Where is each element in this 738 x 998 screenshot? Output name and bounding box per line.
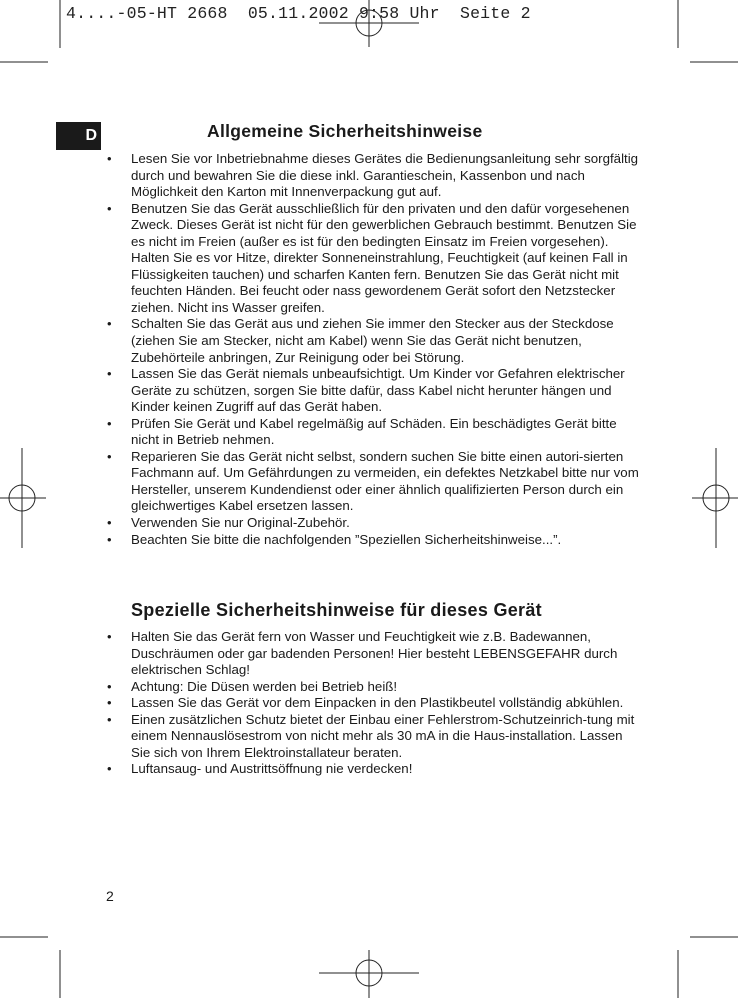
bullet-list-special	[107, 629, 639, 778]
registration-mark-bottom	[319, 950, 419, 998]
list-item-text: Luftansaug- und Austrittsöffnung nie verdecken!	[131, 761, 413, 777]
bullet-icon: •	[107, 678, 112, 694]
list-item-text: Lassen Sie das Gerät niemals unbeaufsichtigt. Um Kinder vor Gefahren elektrischer Geräte zu schützen, sorgen Sie bitte dafür, dass Kabel nicht herunter hängen und Kinder keinen Zugriff auf das Gerät haben.	[131, 366, 625, 415]
bullet-icon: •	[107, 200, 112, 216]
bullet-icon: •	[107, 695, 112, 711]
list-item-text: Prüfen Sie Gerät und Kabel regelmäßig auf Schäden. Ein beschädigtes Gerät bitte nicht in Betrieb nehmen.	[131, 415, 617, 448]
section-title-general: Allgemeine Sicherheitshinweise	[207, 121, 483, 141]
list-item-text: Achtung: Die Düsen werden bei Betrieb heiß!	[131, 678, 398, 694]
list-item	[107, 532, 639, 549]
list-item	[107, 629, 639, 679]
bullet-icon: •	[107, 515, 112, 531]
list-item	[107, 449, 639, 515]
language-tab: D	[56, 122, 101, 150]
list-item-text: Lesen Sie vor Inbetriebnahme dieses Gerätes die Bedienungsanleitung sehr sorgfältig durch und bewahren Sie die diese inkl. Garantieschein, Kassenbon und nach Möglichkeit den Karton mit Innenverpackung gut auf.	[131, 151, 639, 200]
bullet-icon: •	[107, 531, 112, 547]
list-item-text: Benutzen Sie das Gerät ausschließlich für den privaten und den dafür vorgesehenen Zweck. Dieses Gerät ist nicht für den gewerblichen Gebrauch bestimmt. Benutzen Sie es nicht im Freien (außer es ist für den bedingten Einsatz im Freien vorgesehen). Halten Sie es vor Hitze, direkter Sonneneinstrahlung, Feuchtigkeit (auf keinen Fall in Flüssigkeiten tauchen) und scharfen Kanten fern. Benutzen Sie das Gerät nicht mit feuchten Händen. Bei feucht oder nass gewordenem Gerät sofort den Netzstecker ziehen. Nicht ins Wasser greifen.	[131, 200, 637, 315]
list-item	[107, 712, 639, 762]
list-item-text: Schalten Sie das Gerät aus und ziehen Sie immer den Stecker aus der Steckdose (ziehen Sie am Stecker, nicht am Kabel) wenn Sie das Gerät nicht benutzen, Zubehörteile anbringen, Zur Reinigung oder bei Störung.	[131, 316, 614, 365]
list-item	[107, 416, 639, 449]
page-number: 2	[106, 888, 114, 904]
list-item	[107, 151, 639, 201]
list-item-text: Halten Sie das Gerät fern von Wasser und Feuchtigkeit wie z.B. Badewannen, Duschräumen oder gar badenden Personen! Hier besteht LEBENSGEFAHR durch elektrischen Schlag!	[131, 629, 618, 678]
bullet-icon: •	[107, 448, 112, 464]
list-item-text: Reparieren Sie das Gerät nicht selbst, sondern suchen Sie bitte einen autori-sierten Fachmann auf. Um Gefährdungen zu vermeiden, ein defektes Netzkabel bitte nur vom Hersteller, unserem Kundendienst oder einer ähnlich qualifizierten Person durch ein gleichwertiges Kabel ersetzen lassen.	[131, 448, 639, 514]
registration-mark-left	[0, 448, 46, 548]
list-item-text: Lassen Sie das Gerät vor dem Einpacken in den Plastikbeutel vollständig abkühlen.	[131, 695, 624, 711]
bullet-icon: •	[107, 316, 112, 332]
list-item-text: Einen zusätzlichen Schutz bietet der Einbau einer Fehlerstrom-Schutzeinrich-tung mit einem Nennauslösestrom von nicht mehr als 30 mA in die Haus-installation. Lassen Sie sich von Ihrem Elektroinstallateur beraten.	[131, 711, 635, 760]
section-title-special: Spezielle Sicherheitshinweise für dieses Gerät	[131, 600, 542, 620]
list-item	[107, 366, 639, 416]
list-item	[107, 201, 639, 317]
bullet-list-general	[107, 151, 639, 548]
bullet-icon: •	[107, 151, 112, 166]
bullet-icon: •	[107, 711, 112, 727]
bullet-icon: •	[107, 629, 112, 644]
list-item-text: Verwenden Sie nur Original-Zubehör.	[131, 515, 350, 531]
bullet-icon: •	[107, 366, 112, 382]
print-header: 4....-05-HT 2668 05.11.2002 9:58 Uhr Seite 2	[66, 4, 531, 23]
list-item	[107, 761, 639, 778]
list-item	[107, 679, 639, 696]
list-item	[107, 515, 639, 532]
list-item	[107, 695, 639, 712]
bullet-icon: •	[107, 415, 112, 431]
registration-mark-right	[692, 448, 738, 548]
bullet-icon: •	[107, 761, 112, 777]
list-item	[107, 316, 639, 366]
list-item-text: Beachten Sie bitte die nachfolgenden ”Speziellen Sicherheitshinweise...”.	[131, 531, 562, 547]
